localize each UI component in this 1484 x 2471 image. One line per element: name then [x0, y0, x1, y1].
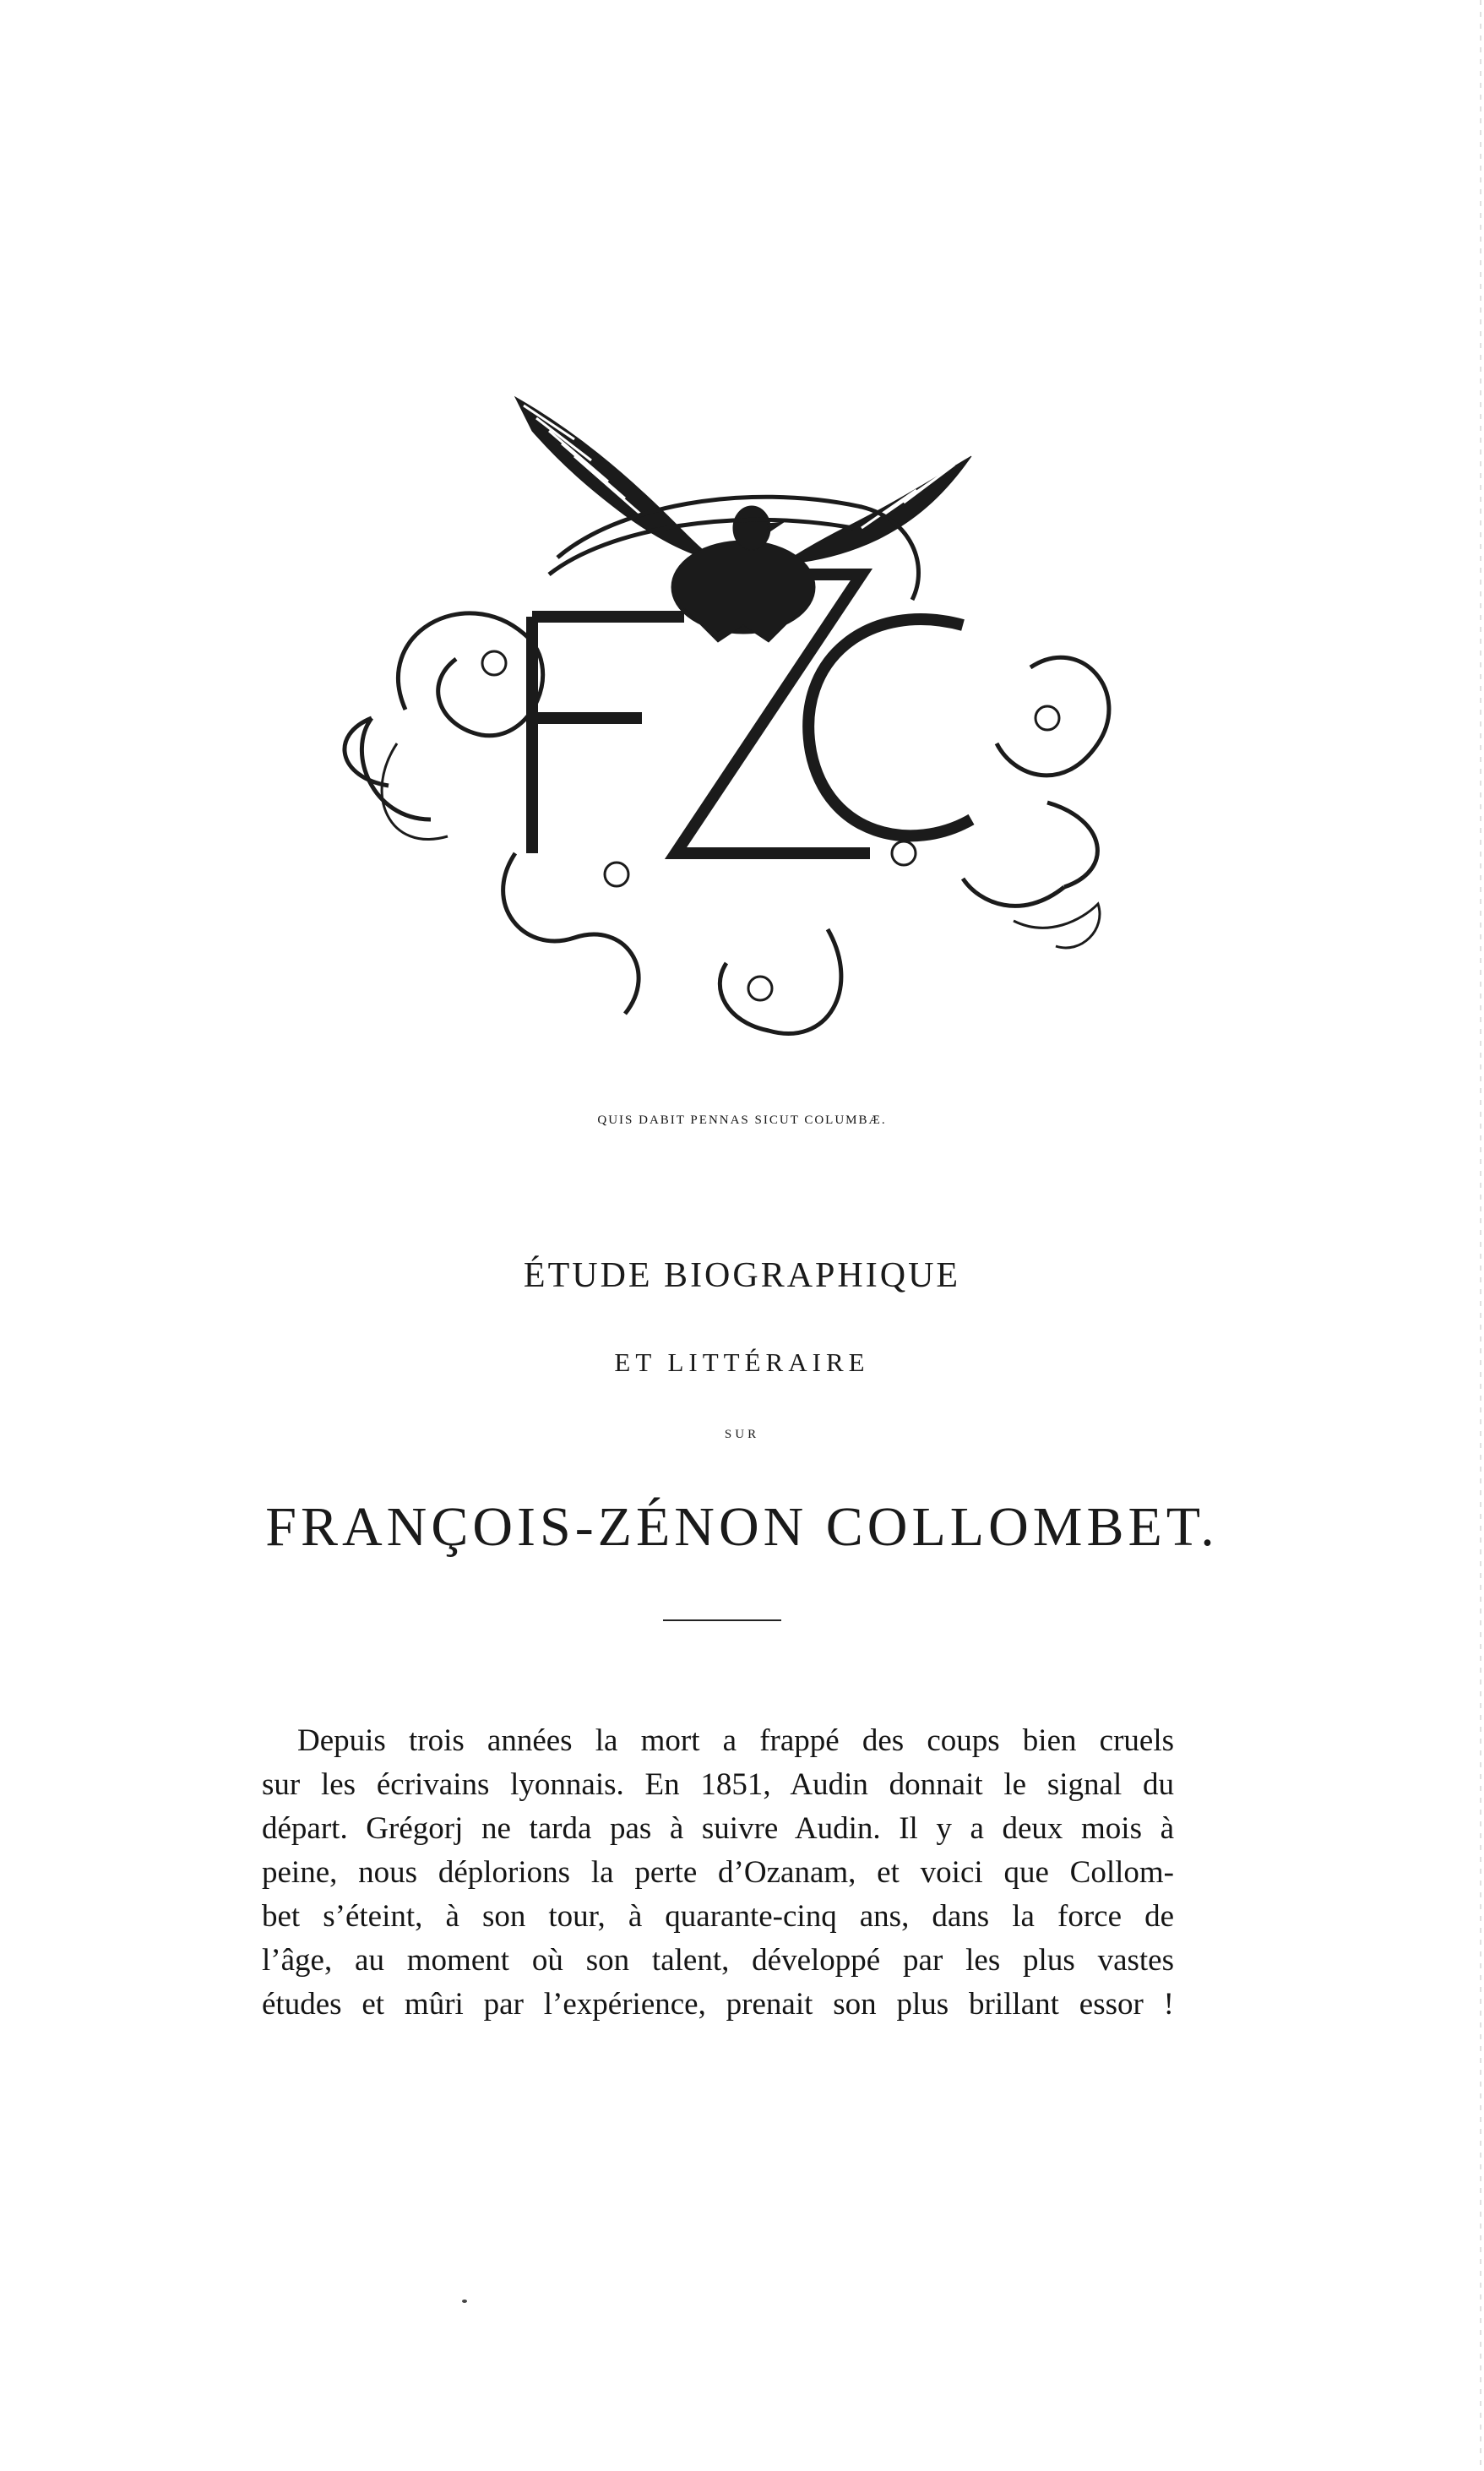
title-divider-rule: [663, 1619, 781, 1621]
body-line: l’âge, au moment où son talent, développé par les plus vastes: [262, 1943, 1174, 1978]
body-line: Depuis trois années la mort a frappé des coups bien cruels: [297, 1723, 1174, 1758]
title-line-3: SUR: [724, 1428, 760, 1441]
scan-edge-right: [1480, 0, 1481, 2471]
title-subject-name: FRANÇOIS-ZÉNON COLLOMBET.: [265, 1496, 1219, 1558]
dove-monogram-icon: [321, 380, 1132, 1107]
body-line: sur les écrivains lyonnais. En 1851, Audin donnait le signal du: [262, 1767, 1174, 1802]
ribbon-monogram-icon: [345, 497, 1109, 1033]
body-line: bet s’éteint, à son tour, à quarante-cinq ans, dans la force de: [262, 1899, 1174, 1934]
body-line: peine, nous déplorions la perte d’Ozanam, et voici que Collom-: [262, 1855, 1174, 1890]
body-paragraph: [262, 1719, 1174, 2027]
body-line: départ. Grégorj ne tarda pas à suivre Audin. Il y a deux mois à: [262, 1811, 1174, 1846]
title-line-1: ÉTUDE BIOGRAPHIQUE: [523, 1256, 961, 1295]
motto-caption: QUIS DABIT PENNAS SICUT COLUMBÆ.: [597, 1113, 887, 1127]
body-line: études et mûri par l’expérience, prenait son plus brillant essor !: [262, 1987, 1174, 2022]
title-line-2: ET LITTÉRAIRE: [614, 1347, 870, 1377]
scan-speck: [462, 2300, 467, 2303]
